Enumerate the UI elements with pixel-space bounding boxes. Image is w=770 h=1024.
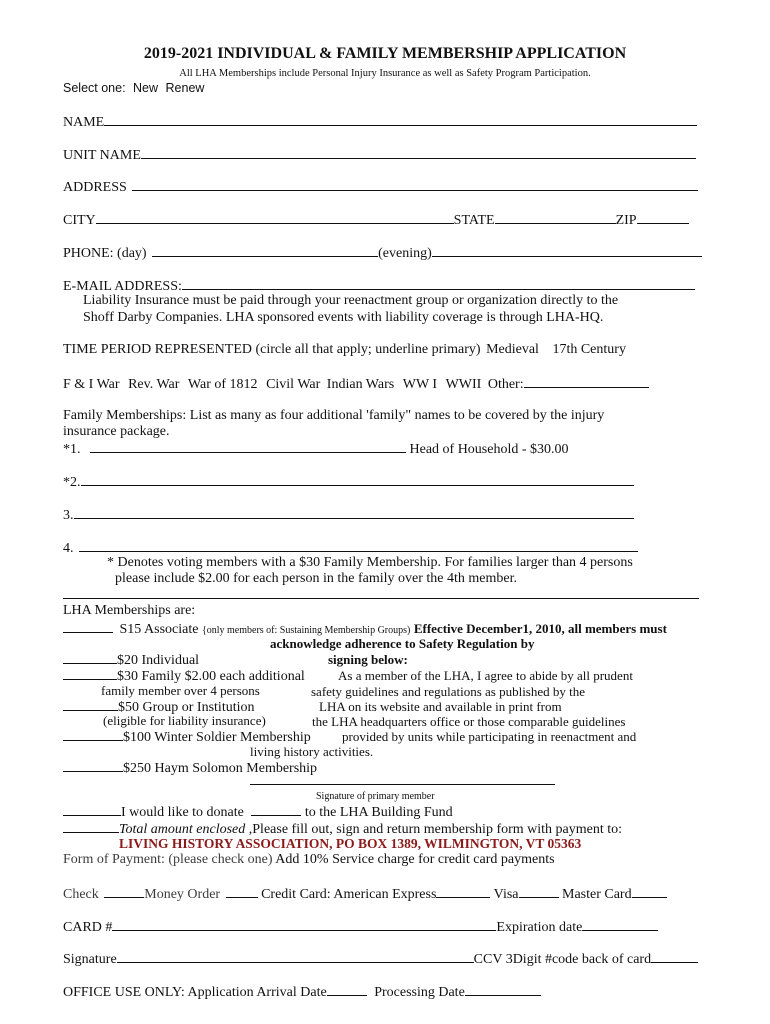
effective-line3: signing below: <box>328 652 408 667</box>
card-number-row <box>63 918 658 936</box>
donate-amount-field[interactable] <box>251 803 301 816</box>
donate-label: I would like to donate <box>121 805 244 820</box>
state-field[interactable] <box>495 211 616 224</box>
credit-card-label: Credit Card: American Express <box>261 887 437 902</box>
phone-row <box>63 244 702 262</box>
agreement-line2: safety guidelines and regulations as published by the <box>311 684 586 699</box>
primary-signature-label: Signature of primary member <box>316 791 435 802</box>
phone-evening-label: (evening) <box>378 246 432 261</box>
card-number-field[interactable] <box>112 918 496 931</box>
family-membership-sub: family member over 4 persons <box>101 683 260 698</box>
expiration-label: Expiration date <box>496 920 583 935</box>
name-row <box>63 113 697 131</box>
select-one-row <box>63 80 204 96</box>
total-amount-field[interactable] <box>63 820 119 833</box>
family-member-2-field[interactable] <box>81 473 634 486</box>
money-order-field[interactable] <box>226 885 258 898</box>
office-use-row <box>63 983 541 1001</box>
ccv-field[interactable] <box>651 950 698 963</box>
payment-options-row <box>63 885 667 903</box>
visa-field[interactable] <box>519 885 559 898</box>
family-membership-label: $30 Family $2.00 each additional <box>117 669 305 684</box>
time-period-row-2 <box>63 375 649 393</box>
family-member-1-label: *1. <box>63 442 81 457</box>
haym-solomon-label: $250 Haym Solomon Membership <box>123 761 318 776</box>
mastercard-field[interactable] <box>632 885 667 898</box>
agreement-line3: LHA on its website and available in print from <box>319 699 562 714</box>
haym-solomon-amount-field[interactable] <box>63 759 123 772</box>
payment-surcharge: Add 10% Service charge for credit card payments <box>275 852 555 867</box>
family-intro-line2: insurance package. <box>63 424 170 439</box>
form-subtitle: All LHA Memberships include Personal Injury Insurance as well as Safety Program Participation. <box>179 68 591 79</box>
mastercard-label: Master Card <box>562 887 632 902</box>
check-option-field[interactable] <box>104 885 144 898</box>
address-field[interactable] <box>132 178 698 191</box>
primary-signature-field[interactable] <box>250 772 555 785</box>
associate-amount-field[interactable] <box>63 620 113 633</box>
time-period-label: TIME PERIOD REPRESENTED (circle all that apply; underline primary) <box>63 342 481 357</box>
other-label: Other: <box>487 377 524 392</box>
family-member-3-row <box>63 506 634 524</box>
money-order-label: Money Order <box>144 887 221 902</box>
processing-date-field[interactable] <box>465 983 541 996</box>
select-one-label: Select one: <box>63 81 126 95</box>
card-signature-row <box>63 950 698 968</box>
ccv-label: CCV 3Digit #code back of card <box>473 952 652 967</box>
family-member-4-label: 4. <box>63 541 74 556</box>
donate-row <box>63 803 453 821</box>
period-option[interactable]: Civil War <box>266 377 321 392</box>
zip-field[interactable] <box>637 211 689 224</box>
section-divider <box>63 598 699 599</box>
family-member-2-row <box>63 473 634 491</box>
effective-line1: Effective December1, 2010, all members must <box>413 621 667 636</box>
voting-note-line1: * Denotes voting members with a $30 Family Membership. For families larger than 4 persons <box>107 555 633 570</box>
winter-soldier-amount-field[interactable] <box>63 728 123 741</box>
group-amount-field[interactable] <box>63 698 118 711</box>
arrival-date-field[interactable] <box>327 983 367 996</box>
period-option[interactable]: Medieval <box>486 342 539 357</box>
other-period-field[interactable] <box>524 375 649 388</box>
agreement-line6: living history activities. <box>250 744 374 759</box>
liability-note-line2: Shoff Darby Companies. LHA sponsored events with liability coverage is through LHA-HQ. <box>83 310 604 325</box>
family-amount-field[interactable] <box>63 667 117 680</box>
address-label: ADDRESS <box>63 180 127 195</box>
email-label: E-MAIL ADDRESS: <box>63 279 182 294</box>
email-field[interactable] <box>182 277 695 290</box>
individual-label: $20 Individual <box>117 653 200 668</box>
period-option[interactable]: 17th Century <box>552 342 626 357</box>
total-label: Total amount enclosed , <box>119 822 253 837</box>
group-sub: (eligible for liability insurance) <box>103 713 266 728</box>
card-signature-field[interactable] <box>117 950 474 963</box>
check-option-label: Check <box>63 887 99 902</box>
effective-line2: acknowledge adherence to Safety Regulation by <box>270 636 535 651</box>
unit-name-field[interactable] <box>141 146 696 159</box>
state-label: STATE <box>453 213 495 228</box>
donate-check-field[interactable] <box>63 803 121 816</box>
city-state-zip-row <box>63 211 689 229</box>
name-label: NAME <box>63 115 105 130</box>
period-option[interactable]: War of 1812 <box>187 377 258 392</box>
period-option[interactable]: Rev. War <box>128 377 180 392</box>
unit-name-row <box>63 146 696 164</box>
unit-name-label: UNIT NAME <box>63 148 141 163</box>
amex-field[interactable] <box>436 885 490 898</box>
winter-soldier-label: $100 Winter Soldier Membership <box>123 730 311 745</box>
time-period-row <box>63 342 626 358</box>
form-title: 2019-2021 INDIVIDUAL & FAMILY MEMBERSHIP APPLICATION <box>143 45 627 62</box>
associate-label: S15 Associate <box>119 622 199 637</box>
card-number-label: CARD # <box>63 920 113 935</box>
family-member-4-field[interactable] <box>79 539 638 552</box>
period-option[interactable]: Indian Wars <box>326 377 395 392</box>
option-new[interactable]: New <box>133 81 159 95</box>
period-option[interactable]: WWII <box>445 377 482 392</box>
expiration-field[interactable] <box>582 918 658 931</box>
family-member-1-row <box>63 440 569 458</box>
donate-suffix: to the LHA Building Fund <box>304 805 453 820</box>
voting-note-line2: please include $2.00 for each person in the family over the 4th member. <box>115 571 517 586</box>
family-member-2-label: *2. <box>63 475 81 490</box>
phone-day-field[interactable] <box>152 244 378 257</box>
group-label: $50 Group or Institution <box>118 700 255 715</box>
payment-form-row <box>63 852 555 868</box>
payment-label: Form of Payment: <box>63 852 165 867</box>
card-signature-label: Signature <box>63 952 117 967</box>
period-option[interactable]: WW I <box>402 377 438 392</box>
city-field[interactable] <box>96 211 454 224</box>
processing-date-label: Processing Date <box>374 985 465 1000</box>
phone-evening-field[interactable] <box>432 244 702 257</box>
agreement-line4: the LHA headquarters office or those comparable guidelines <box>312 714 626 729</box>
mailing-address: LIVING HISTORY ASSOCIATION, PO BOX 1389, WILMINGTON, VT 05363 <box>119 836 582 851</box>
family-member-3-field[interactable] <box>74 506 634 519</box>
memberships-heading: LHA Memberships are: <box>63 603 196 618</box>
name-field[interactable] <box>104 113 697 126</box>
liability-note-line1: Liability Insurance must be paid through your reenactment group or organization directly to the <box>83 293 619 308</box>
period-option[interactable]: F & I War <box>63 377 120 392</box>
family-intro-line1: Family Memberships: List as many as four additional 'family" names to be covered by the injury <box>63 408 605 423</box>
city-label: CITY <box>63 213 96 228</box>
individual-amount-field[interactable] <box>63 651 117 664</box>
zip-label: ZIP <box>615 213 637 228</box>
address-row <box>63 178 698 196</box>
agreement-line5: provided by units while participating in reenactment and <box>342 729 637 744</box>
option-renew[interactable]: Renew <box>165 81 205 95</box>
payment-hint: (please check one) <box>168 852 273 867</box>
family-member-3-label: 3. <box>63 508 74 523</box>
total-instruction: Please fill out, sign and return membership form with payment to: <box>252 822 623 837</box>
phone-day-label: PHONE: (day) <box>63 246 147 261</box>
visa-label: Visa <box>493 887 519 902</box>
office-use-label: OFFICE USE ONLY: Application Arrival Date <box>63 985 327 1000</box>
head-of-household-label: Head of Household - $30.00 <box>409 442 569 457</box>
associate-note: {only members of: Sustaining Membership Groups) <box>201 625 411 636</box>
agreement-line1: As a member of the LHA, I agree to abide by all prudent <box>338 668 633 683</box>
family-member-1-field[interactable] <box>90 440 406 453</box>
